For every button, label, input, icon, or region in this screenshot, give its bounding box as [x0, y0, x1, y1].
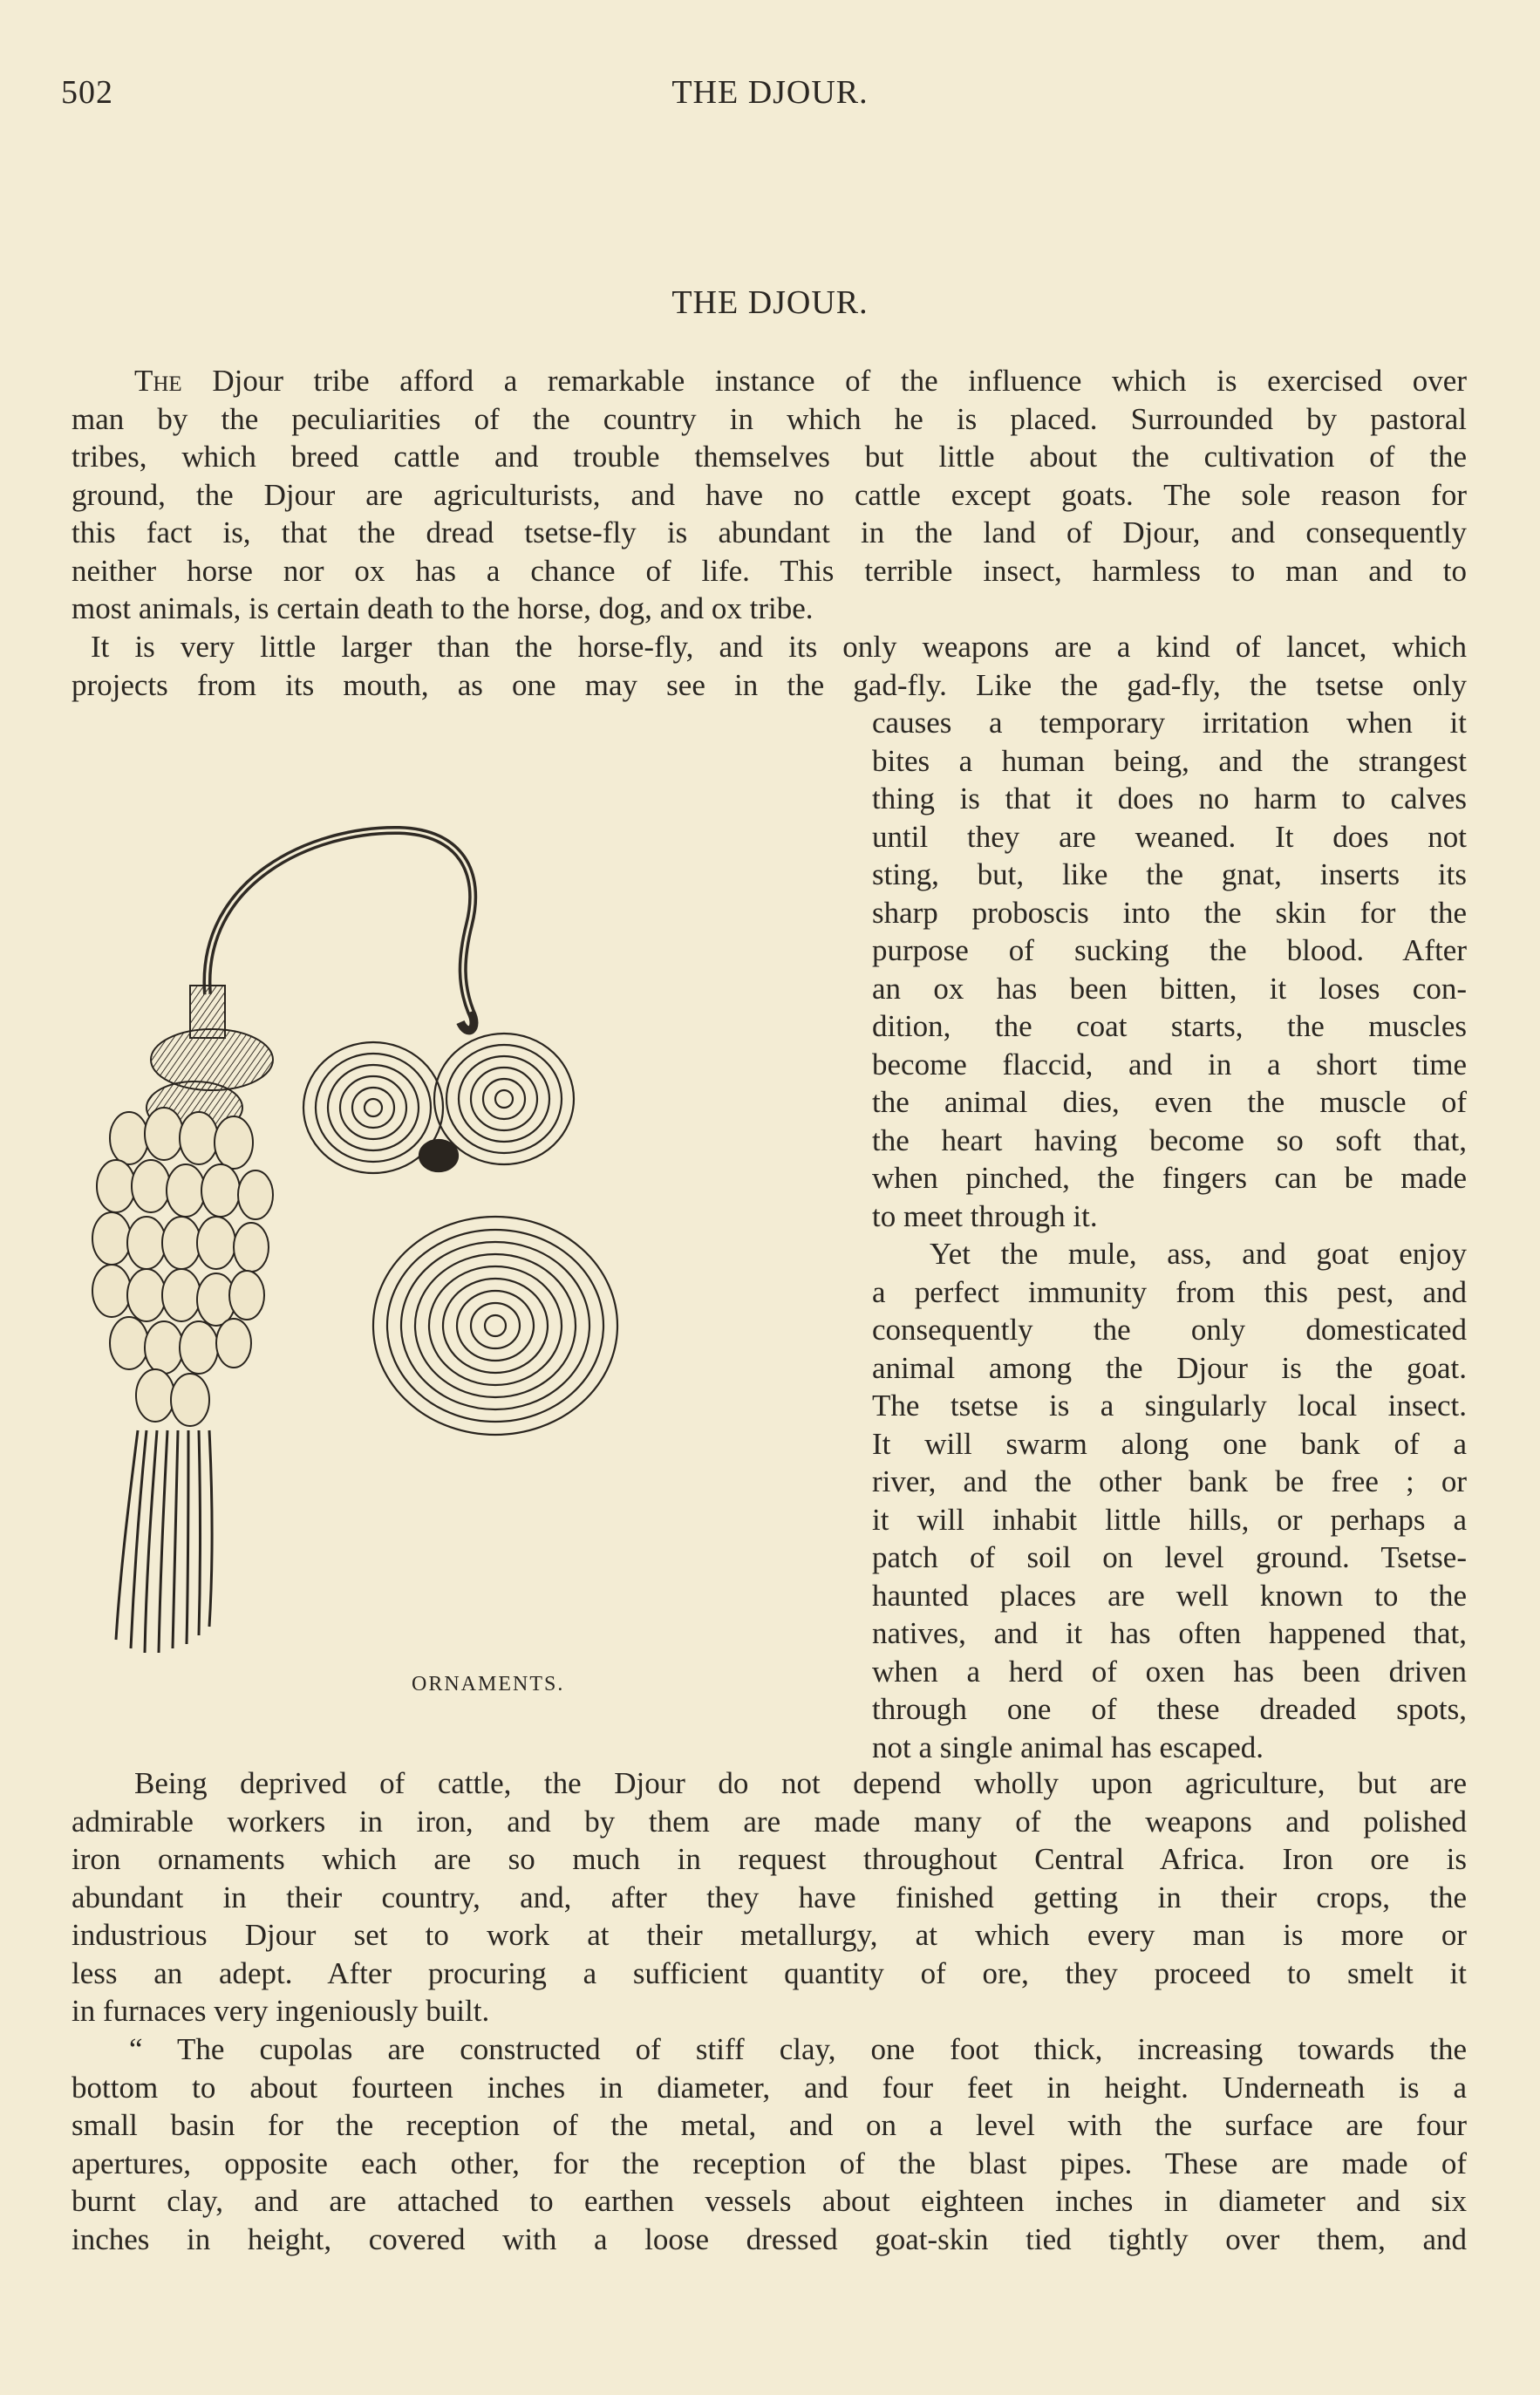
text-line: most animals, is certain death to the horse, dog, and ox tribe. — [72, 591, 814, 625]
text-line: this fact is, that the dread tsetse-fly is abundant in the land of Djour, and consequently — [72, 515, 1467, 549]
text-line: apertures, opposite each other, for the reception of the blast pipes. These are made of — [72, 2146, 1467, 2180]
hook-wire — [207, 830, 474, 1030]
text-line: thing is that it does no harm to calves — [872, 781, 1467, 815]
chapter-title: THE DJOUR. — [671, 284, 869, 321]
text-line: iron ornaments which are so much in request throughout Central Africa. Iron ore is — [72, 1842, 1467, 1876]
text-line: tribes, which breed cattle and trouble themselves but little about the cultivation of the — [72, 440, 1467, 474]
text-line: It is very little larger than the horse-fly, and its only weapons are a kind of lancet, which — [91, 630, 1467, 664]
text-line: when a herd of oxen has been driven — [872, 1654, 1467, 1689]
text-line: neither horse nor ox has a chance of life. This terrible insect, harmless to man and to — [72, 553, 1467, 588]
ornaments-illustration — [77, 820, 827, 1709]
text-line: The Djour tribe afford a remarkable instance of the influence which is exercised over — [134, 364, 1467, 398]
paragraph-2-continued — [872, 704, 1467, 1235]
paragraph-5 — [72, 2030, 1467, 2258]
round-coil-ornament — [373, 1217, 617, 1435]
text-line: to meet through it. — [872, 1198, 1098, 1233]
text-line: abundant in their country, and, after they have finished getting in their crops, the — [72, 1880, 1467, 1914]
text-line: causes a temporary irritation when it — [872, 706, 1467, 740]
text-line: through one of these dreaded spots, — [872, 1692, 1467, 1726]
running-head — [0, 73, 1540, 117]
text-line: Yet the mule, ass, and goat enjoy — [930, 1237, 1467, 1271]
text-line: small basin for the reception of the metal, and on a level with the surface are four — [72, 2108, 1467, 2142]
text-line: become flaccid, and in a short time — [872, 1047, 1467, 1082]
lead-word: The — [134, 364, 182, 398]
text-line: until they are weaned. It does not — [872, 819, 1467, 854]
text-line: admirable workers in iron, and by them are made many of the weapons and polished — [72, 1804, 1467, 1839]
text-line: burnt clay, and are attached to earthen vessels about eighteen inches in diameter and six — [72, 2184, 1467, 2218]
text-line: purpose of sucking the blood. After — [872, 933, 1467, 967]
figure-caption: ORNAMENTS. — [412, 1673, 565, 1696]
running-title: THE DJOUR. — [671, 74, 869, 111]
text-line: man by the peculiarities of the country in which he is placed. Surrounded by pastoral — [72, 401, 1467, 436]
text-line: natives, and it has often happened that, — [872, 1616, 1467, 1650]
text-line: ground, the Djour are agriculturists, and have no cattle except goats. The sole reason for — [72, 477, 1467, 512]
text-line: in furnaces very ingeniously built. — [72, 1994, 490, 2028]
text-line: consequently the only domesticated — [872, 1313, 1467, 1347]
text-line: animal among the Djour is the goat. — [872, 1350, 1467, 1385]
paragraph-3 — [872, 1235, 1467, 1766]
text-line: patch of soil on level ground. Tsetse- — [872, 1540, 1467, 1574]
text-line: industrious Djour set to work at their metallurgy, at which every man is more or — [72, 1918, 1467, 1952]
text-line: a perfect immunity from this pest, and — [872, 1274, 1467, 1309]
text-line: not a single animal has escaped. — [872, 1730, 1264, 1764]
text-line: when pinched, the fingers can be made — [872, 1161, 1467, 1195]
text-line: projects from its mouth, as one may see in the gad-fly. Like the gad-fly, the tsetse only — [72, 667, 1467, 702]
text-line: It will swarm along one bank of a — [872, 1426, 1467, 1461]
paragraph-4 — [72, 1764, 1467, 2030]
text-line: the heart having become so soft that, — [872, 1122, 1467, 1157]
text-line: an ox has been bitten, it loses con- — [872, 971, 1467, 1006]
text-line: inches in height, covered with a loose dressed goat-skin tied tightly over them, and — [72, 2221, 1467, 2256]
text-line: bottom to about fourteen inches in diameter, and four feet in height. Underneath is a — [72, 2070, 1467, 2105]
text-line: “ The cupolas are constructed of stiff clay, one foot thick, increasing towards the — [129, 2032, 1467, 2066]
text-line: the animal dies, even the muscle of — [872, 1085, 1467, 1119]
ornaments-engraving — [77, 820, 827, 1709]
text-line: river, and the other bank be free ; or — [872, 1464, 1467, 1498]
text-line: bites a human being, and the strangest — [872, 743, 1467, 778]
double-spiral-ornament — [303, 1034, 574, 1173]
paragraph-1 — [72, 362, 1467, 628]
text-line: The tsetse is a singularly local insect. — [872, 1389, 1467, 1423]
text-line: sting, but, like the gnat, inserts its — [872, 857, 1467, 891]
text-line: haunted places are well known to the — [872, 1578, 1467, 1613]
bead-tassel-ornament — [92, 986, 273, 1653]
text-line: it will inhabit little hills, or perhaps a — [872, 1502, 1467, 1537]
text-line: sharp proboscis into the skin for the — [872, 895, 1467, 930]
page-number: 502 — [61, 74, 113, 111]
text-line: Being deprived of cattle, the Djour do not depend wholly upon agriculture, but are — [134, 1766, 1467, 1800]
text-line: dition, the coat starts, the muscles — [872, 1009, 1467, 1043]
paragraph-2 — [72, 628, 1467, 704]
text-line: less an adept. After procuring a sufficient quantity of ore, they proceed to smelt it — [72, 1955, 1467, 1990]
